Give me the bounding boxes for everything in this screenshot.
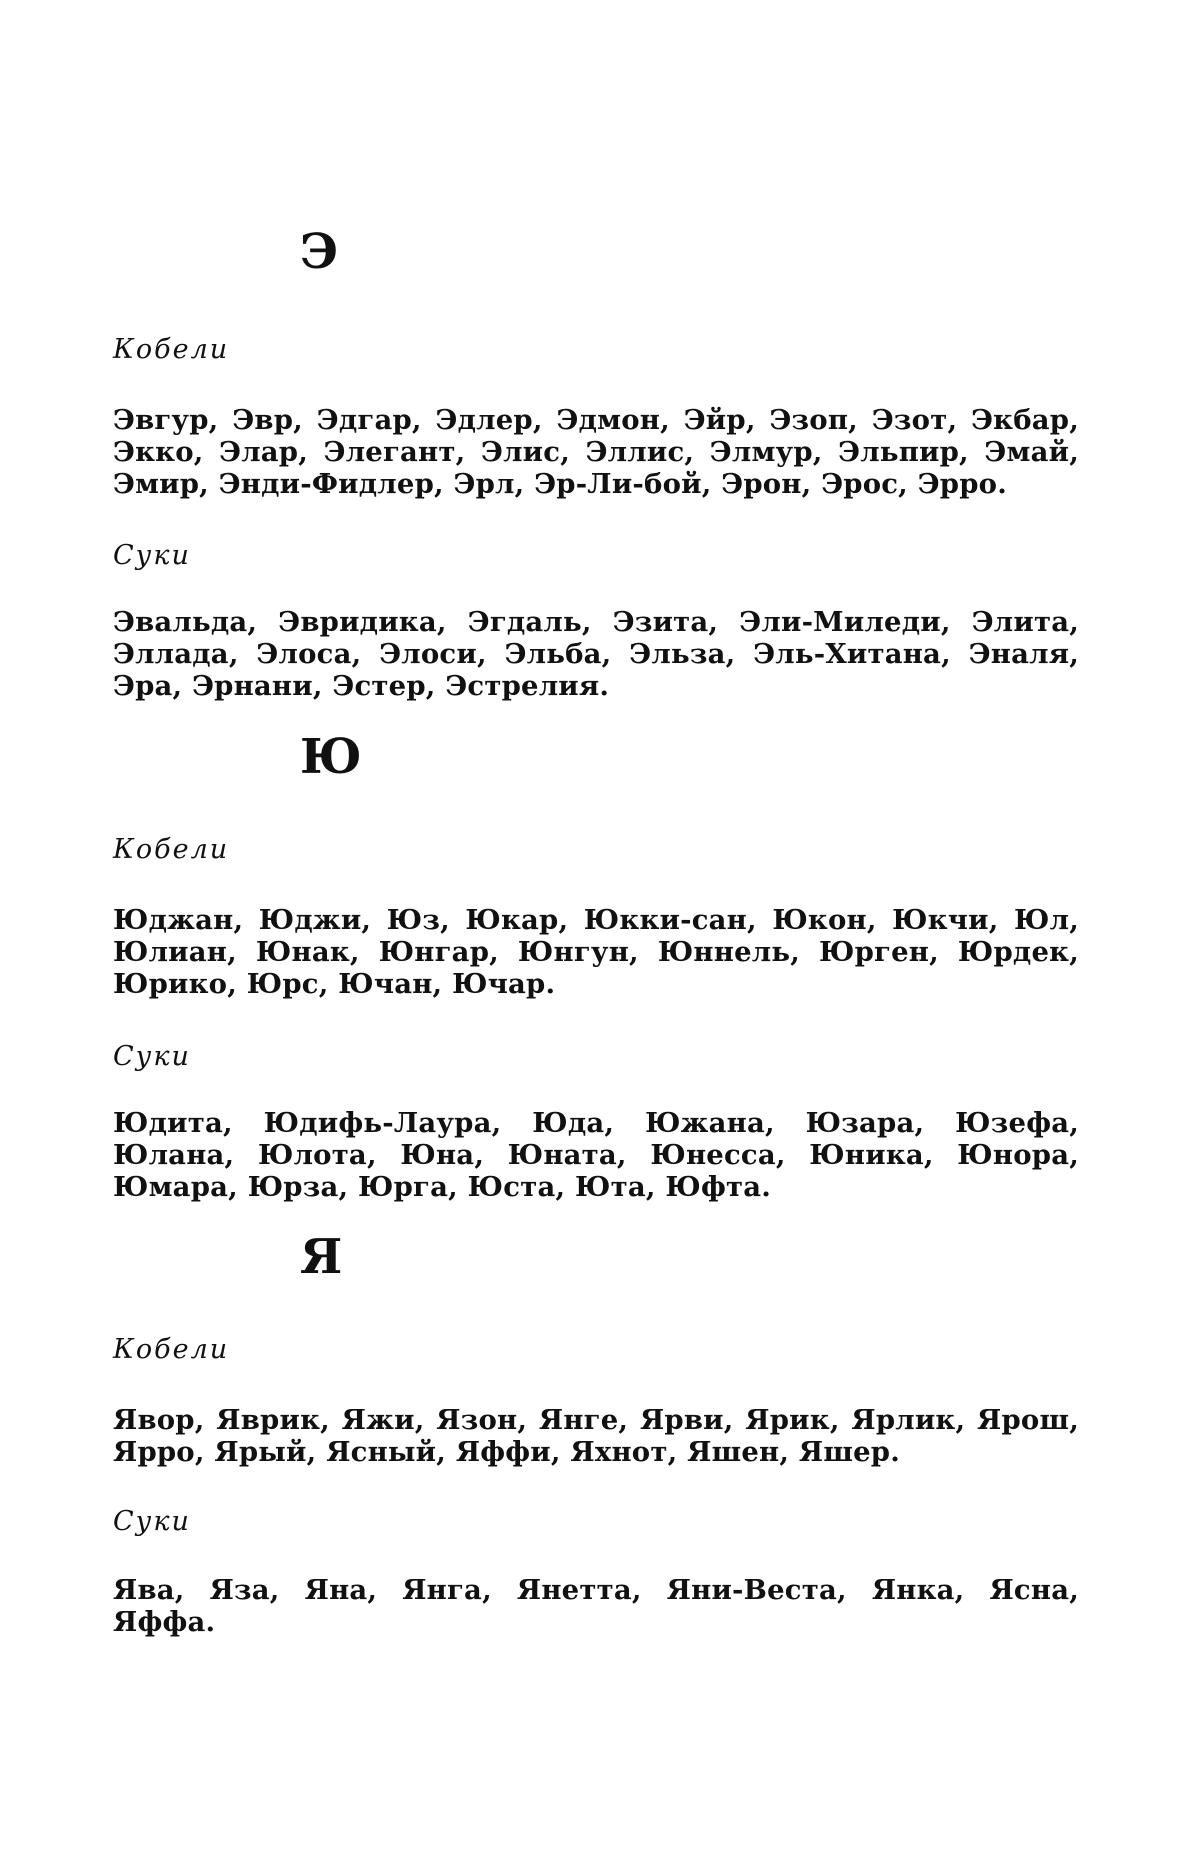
male-names: Юджан, Юджи, Юз, Юкар, Юкки-сан, Юкон, Юкчи, Юл, Юлиан, Юнак, Юнгар, Юнгун, Юннель, Юрген, Юрдек, Юрико, Юрс, Ючан, Ючар. (113, 904, 1079, 1000)
section-letter-yu: Ю (300, 729, 362, 785)
female-names: Юдита, Юдифь-Лаура, Юда, Южана, Юзара, Юзефа, Юлана, Юлота, Юна, Юната, Юнесса, Юника, Юнора, Юмара, Юрза, Юрга, Юста, Юта, Юфта. (113, 1107, 1079, 1203)
section-letter-ya: Я (300, 1229, 343, 1285)
section-letter-e: Э (300, 224, 339, 280)
male-names: Эвгур, Эвр, Эдгар, Эдлер, Эдмон, Эйр, Эзоп, Эзот, Экбар, Экко, Элар, Элегант, Элис, Эллис, Элмур, Эльпир, Эмай, Эмир, Энди-Фидлер, Эрл, Эр-Ли-бой, Эрон, Эрос, Эрро. (113, 404, 1079, 500)
female-label: Суки (113, 1506, 191, 1537)
male-label: Кобели (113, 1334, 230, 1365)
female-label: Суки (113, 1041, 191, 1072)
female-names: Эвальда, Эвридика, Эгдаль, Эзита, Эли-Миледи, Элита, Эллада, Элоса, Элоси, Эльба, Эльза, Эль-Хитана, Эналя, Эра, Эрнани, Эстер, Эстрелия. (113, 606, 1079, 702)
female-label: Суки (113, 540, 191, 571)
male-label: Кобели (113, 334, 230, 365)
male-names: Явор, Яврик, Яжи, Язон, Янге, Ярви, Ярик, Ярлик, Ярош, Ярро, Ярый, Ясный, Яффи, Яхнот, Яшен, Яшер. (113, 1404, 1079, 1468)
female-names: Ява, Яза, Яна, Янга, Янетта, Яни-Веста, Янка, Ясна, Яффа. (113, 1574, 1079, 1638)
male-label: Кобели (113, 834, 230, 865)
